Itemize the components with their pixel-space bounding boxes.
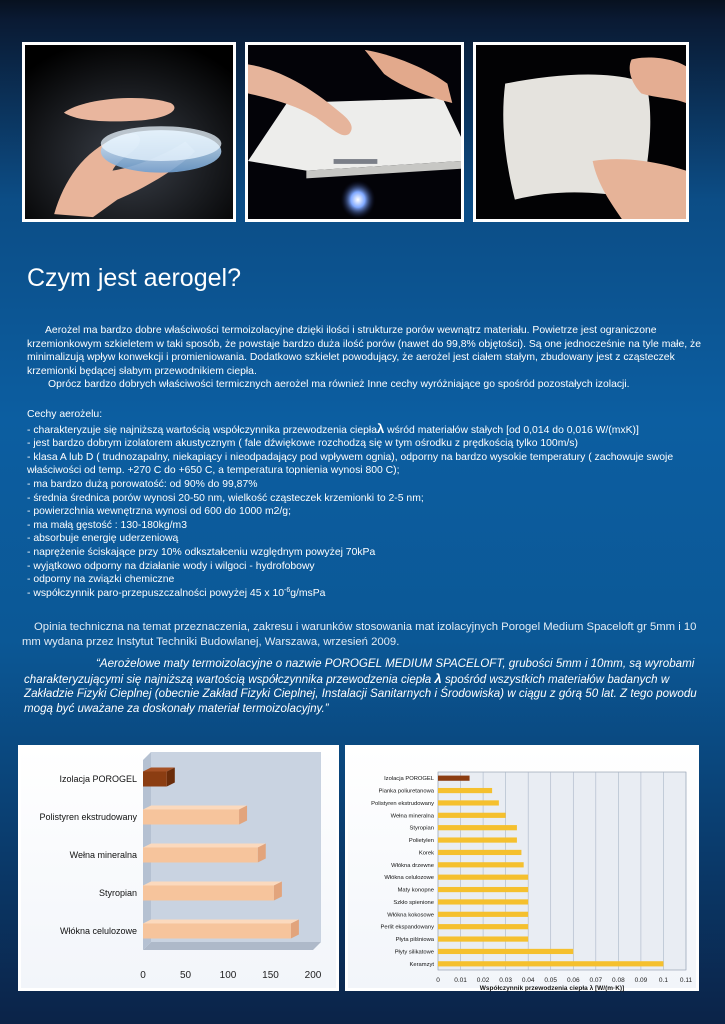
- bar-izolacja-porogel: [438, 776, 470, 781]
- bar-styropian: [143, 886, 274, 901]
- comparison-chart-3d-svg: [21, 748, 336, 988]
- bar-top: [143, 844, 266, 848]
- bar-perlit-ekspandowany: [438, 924, 528, 929]
- category-label: Szkło spienione: [393, 899, 434, 906]
- bar-top: [143, 806, 247, 810]
- category-label: Polietylen: [408, 838, 434, 845]
- category-label: Włókna kokosowe: [387, 912, 434, 919]
- category-label: Maty konopne: [397, 887, 434, 894]
- category-label: Styropian: [98, 888, 137, 898]
- feature-text: - współczynnik paro-przepuszczalności powyżej 45 x 10: [27, 587, 284, 599]
- comparison-chart-3d: [18, 745, 339, 991]
- x-tick-label: 0.02: [476, 977, 490, 984]
- bar-polistyren-ekstrudowany: [438, 800, 499, 805]
- bar-welna-mineralna: [143, 848, 258, 863]
- intro-section: [27, 324, 702, 392]
- x-tick-label: 200: [304, 970, 322, 981]
- feature-item: - średnia średnica porów wynosi 20-50 nm, wielkość cząsteczek krzemionki to 2-5 nm;: [27, 492, 424, 504]
- feature-text: g/msPa: [290, 587, 326, 599]
- category-label: Izolacja POROGEL: [384, 776, 434, 783]
- x-tick-label: 0.07: [589, 977, 603, 984]
- aerogel-mat-over-flame-photo: [245, 42, 464, 222]
- bar-wlokna-celulozowe: [143, 924, 291, 939]
- aerogel-mat-bending-photo: [473, 42, 689, 222]
- feature-text: - charakteryzuje się najniższą wartością współczynnika przewodzenia ciepła: [27, 424, 377, 436]
- thermal-conductivity-chart-svg: [348, 748, 696, 992]
- category-label: Styropian: [409, 825, 434, 832]
- feature-item: - absorbuje energię uderzeniową: [27, 533, 179, 545]
- category-label: Włókna drzewne: [391, 862, 434, 869]
- x-tick-label: 0.01: [454, 977, 467, 984]
- thermal-conductivity-chart: [345, 745, 699, 991]
- category-label: Keramzyt: [409, 961, 434, 968]
- intro-paragraph-1: Aerożel ma bardzo dobre właściwości termoizolacyjne dzięki ilości i strukturze porów wewnątrz materiału. Powietrze jest ograniczone krzemionkowym szkieletem w taki sposób, że powstaje bardzo duża ilość porów (nawet do 99,8% objętości). Są one jednocześnie na tyle małe, że minimalizują wpływ konwekcji i promieniowania. Dodatkowo szkielet powodujący, że aerożel jest ciałem stałym, zbudowany jest z cząsteczek krzemionki będącej słabym przewodnikiem ciepła.: [27, 325, 701, 377]
- x-tick-label: 100: [219, 970, 237, 981]
- x-tick-label: 0.06: [566, 977, 580, 984]
- category-label: Polistyren ekstrudowany: [39, 812, 137, 822]
- bar-izolacja-porogel: [143, 772, 167, 787]
- category-label: Wełna mineralna: [390, 813, 434, 820]
- feature-item: - jest bardzo dobrym izolatorem akustycznym ( fale dźwiękowe rozchodzą się w tym ośrodku z prędkością tylko 100m/s): [27, 438, 578, 450]
- category-label: Pianka poliuretanowa: [378, 788, 434, 795]
- bar-polietylen: [438, 837, 517, 842]
- x-tick-label: 0.1: [658, 977, 668, 984]
- bar-plyta-pilsniowa: [438, 936, 528, 941]
- x-tick-label: 50: [179, 970, 192, 981]
- bar-pianka-poliuretanowa: [438, 788, 492, 793]
- x-tick-label: 0.05: [544, 977, 558, 984]
- category-label: Polistyren ekstrudowany: [371, 800, 434, 807]
- chart-floor: [143, 942, 321, 950]
- bar-wlokna-drzewne: [438, 862, 524, 867]
- features-list: [27, 422, 702, 601]
- x-tick-label: 0.04: [521, 977, 535, 984]
- category-label: Płyty silikatowe: [394, 949, 434, 956]
- feature-item: [27, 587, 702, 601]
- category-label: Wełna mineralna: [69, 850, 137, 860]
- bar-wlokna-celulozowe: [438, 875, 528, 880]
- lambda-symbol: λ: [376, 420, 385, 436]
- exponent: -6: [284, 586, 291, 594]
- bar-top: [143, 920, 299, 924]
- x-tick-label: 0.03: [499, 977, 512, 984]
- features-section: [27, 408, 702, 600]
- features-heading: Cechy aerożelu:: [27, 409, 103, 420]
- x-tick-label: 0.09: [634, 977, 648, 984]
- bar-polistyren-ekstrudowany: [143, 810, 239, 825]
- feature-item: - klasa A lub D ( trudnozapalny, niekapiący i nieodpadający pod wpływem ognia), odporny na bardzo wysokie temperatury ( zachowuje swoje właściwości od temp. +270 C do +650 C, a temperatura topnienia wynosi 800 C);: [27, 451, 674, 477]
- category-label: Włókna celulozowe: [59, 926, 137, 936]
- bar-plyty-silikatowe: [438, 949, 573, 954]
- x-tick-label: 0: [140, 970, 146, 981]
- technical-opinion: [22, 620, 712, 650]
- category-label: Izolacja POROGEL: [59, 774, 137, 784]
- page-title: Czym jest aerogel?: [27, 264, 241, 292]
- quote-text: “Aerożelowe maty termoizolacyjne o nazwie POROGEL MEDIUM SPACELOFT, grubości 5mm i 10mm, są wyrobami charakteryzującymi się najniższą wartością współczynnika przewodzenia ciepła: [24, 657, 695, 686]
- intro-paragraph-2: Oprócz bardzo dobrych właściwości termicznych aerożel ma również Inne cechy wyróżniające go spośród pozostałych izolacji.: [48, 379, 630, 391]
- category-label: Korek: [418, 850, 434, 857]
- lambda-symbol: λ: [434, 670, 442, 686]
- bar-korek: [438, 850, 521, 855]
- bar-keramzyt: [438, 961, 663, 966]
- quote-text: spośród wszystkich materiałów badanych w Zakładzie Fizyki Cieplnej (obecnie Zakład Fizyki Cieplnej, Instalacji Sanitarnych i Środowiska) w ciągu z górą 50 lat. Z tego powodu mogą być uważane za doskonały materiał termoizolacyjny.”: [24, 672, 697, 715]
- bar-top: [143, 882, 282, 886]
- feature-item: - wyjątkowo odporny na działanie wody i wilgoci - hydrofobowy: [27, 560, 315, 572]
- x-tick-label: 0.11: [679, 977, 693, 984]
- bar-welna-mineralna: [438, 813, 506, 818]
- category-label: Perlit ekspandowany: [380, 924, 434, 931]
- bar-styropian: [438, 825, 517, 830]
- x-axis-title: Współczynnik przewodzenia ciepła λ [W/(m·K)]: [479, 985, 625, 992]
- feature-item: - powierzchnia wewnętrzna wynosi od 600 do 1000 m2/g;: [27, 506, 291, 518]
- bar-wlokna-kokosowe: [438, 912, 528, 917]
- bar-szklo-spienione: [438, 899, 528, 904]
- category-label: Włókna celulozowe: [384, 875, 434, 882]
- feature-item: - ma bardzo dużą porowatość: od 90% do 99,87%: [27, 478, 258, 490]
- opinion-text: Opinia techniczna na temat przeznaczenia, zakresu i warunków stosowania mat izolacyjnych Porogel Medium Spaceloft gr 5mm i 10 mm wydana przez Instytut Techniki Budowlanej, Warszawa, wrzesień 2009.: [22, 621, 697, 648]
- x-tick-label: 150: [262, 970, 279, 981]
- feature-text: wśród materiałów stałych [od 0,014 do 0,016 W/(mxK)]: [387, 424, 639, 436]
- x-tick-label: 0.08: [612, 977, 625, 984]
- feature-item: - naprężenie ściskające przy 10% odkształceniu względnym powyżej 70kPa: [27, 546, 376, 558]
- feature-item: - odporny na związki chemiczne: [27, 574, 175, 586]
- aerogel-disc-photo: [22, 42, 236, 222]
- category-label: Płyta pilśniowa: [395, 937, 434, 944]
- certificate-quote: [24, 657, 714, 716]
- x-tick-label: 0: [436, 977, 440, 984]
- bar-maty-konopne: [438, 887, 528, 892]
- feature-item: [27, 422, 702, 438]
- feature-item: - ma małą gęstość : 130-180kg/m3: [27, 519, 187, 531]
